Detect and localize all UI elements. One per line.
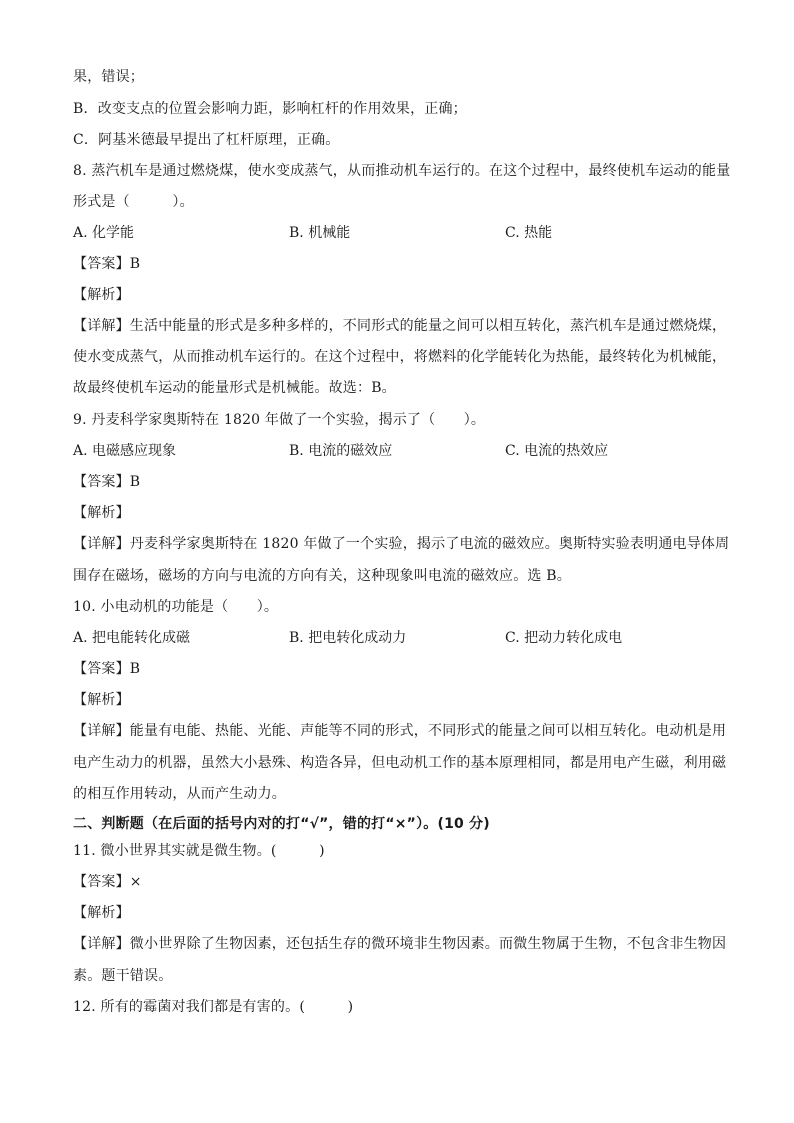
- answer-label: 【答案】B: [73, 256, 141, 272]
- explanation-line: 【详解】微小世界除了生物因素，还包括生存的微环境非生物因素。而微生物属于生物，不包含非生物因: [73, 936, 727, 952]
- question-8: 8. 蒸汽机车是通过燃烧煤，使水变成蒸气，从而推动机车运行的。在这个过程中，最终使机车运动的能量: [73, 163, 731, 179]
- q10-option-b: B. 把电转化成动力: [289, 630, 407, 646]
- answer-label: 【答案】B: [73, 474, 141, 490]
- explanation-line: 围存在磁场，磁场的方向与电流的方向有关，这种现象叫电流的磁效应。选 B。: [73, 568, 571, 584]
- q9-option-b: B. 电流的磁效应: [289, 443, 393, 459]
- text-line: C．阿基米德最早提出了杠杆原理，正确。: [73, 132, 340, 148]
- q8-option-c: C. 热能: [505, 225, 553, 241]
- analysis-label: 【解析】: [73, 905, 130, 921]
- text-line: B．改变支点的位置会影响力距，影响杠杆的作用效果，正确；: [73, 101, 467, 117]
- q9-option-a: A. 电磁感应现象: [73, 443, 177, 459]
- explanation-line: 素。题干错误。: [73, 968, 173, 984]
- analysis-label: 【解析】: [73, 287, 130, 303]
- analysis-label: 【解析】: [73, 505, 130, 521]
- q9-option-c: C. 电流的热效应: [505, 443, 609, 459]
- explanation-line: 使水变成蒸气，从而推动机车运行的。在这个过程中，将燃料的化学能转化为热能，最终转化为机械能，: [73, 349, 727, 365]
- answer-label: 【答案】B: [73, 661, 141, 677]
- question-11: 11. 微小世界其实就是微生物。( ): [73, 843, 325, 859]
- question-12: 12. 所有的霉菌对我们都是有害的。( ): [73, 999, 354, 1015]
- q8-option-b: B. 机械能: [289, 225, 351, 241]
- question-8-cont: 形式是（ ）。: [73, 194, 194, 210]
- q10-option-c: C. 把动力转化成电: [505, 630, 623, 646]
- question-10: 10. 小电动机的功能是（ ）。: [73, 599, 279, 615]
- explanation-line: 故最终使机车运动的能量形式是机械能。故选：B。: [73, 380, 396, 396]
- explanation-line: 【详解】生活中能量的形式是多种多样的，不同形式的能量之间可以相互转化，蒸汽机车是通过燃烧煤，: [73, 318, 727, 334]
- section-heading: 二、判断题（在后面的括号内对的打“√”，错的打“×”）。(10 分): [73, 816, 490, 832]
- explanation-line: 【详解】丹麦科学家奥斯特在 1820 年做了一个实验，揭示了电流的磁效应。奥斯特实验表明通电导体周: [73, 536, 730, 552]
- explanation-line: 【详解】能量有电能、热能、光能、声能等不同的形式，不同形式的能量之间可以相互转化。电动机是用: [73, 723, 727, 739]
- analysis-label: 【解析】: [73, 692, 130, 708]
- explanation-line: 的相互作用转动，从而产生动力。: [73, 786, 286, 802]
- question-9: 9. 丹麦科学家奥斯特在 1820 年做了一个实验，揭示了（ ）。: [73, 412, 486, 428]
- answer-label: 【答案】×: [73, 874, 142, 890]
- explanation-line: 电产生动力的机器，虽然大小悬殊、构造各异，但电动机工作的基本原理相同，都是用电产生磁，利用磁: [73, 755, 727, 771]
- q10-option-a: A. 把电能转化成磁: [73, 630, 191, 646]
- q8-option-a: A. 化学能: [73, 225, 135, 241]
- text-line: 果，错误；: [73, 69, 144, 85]
